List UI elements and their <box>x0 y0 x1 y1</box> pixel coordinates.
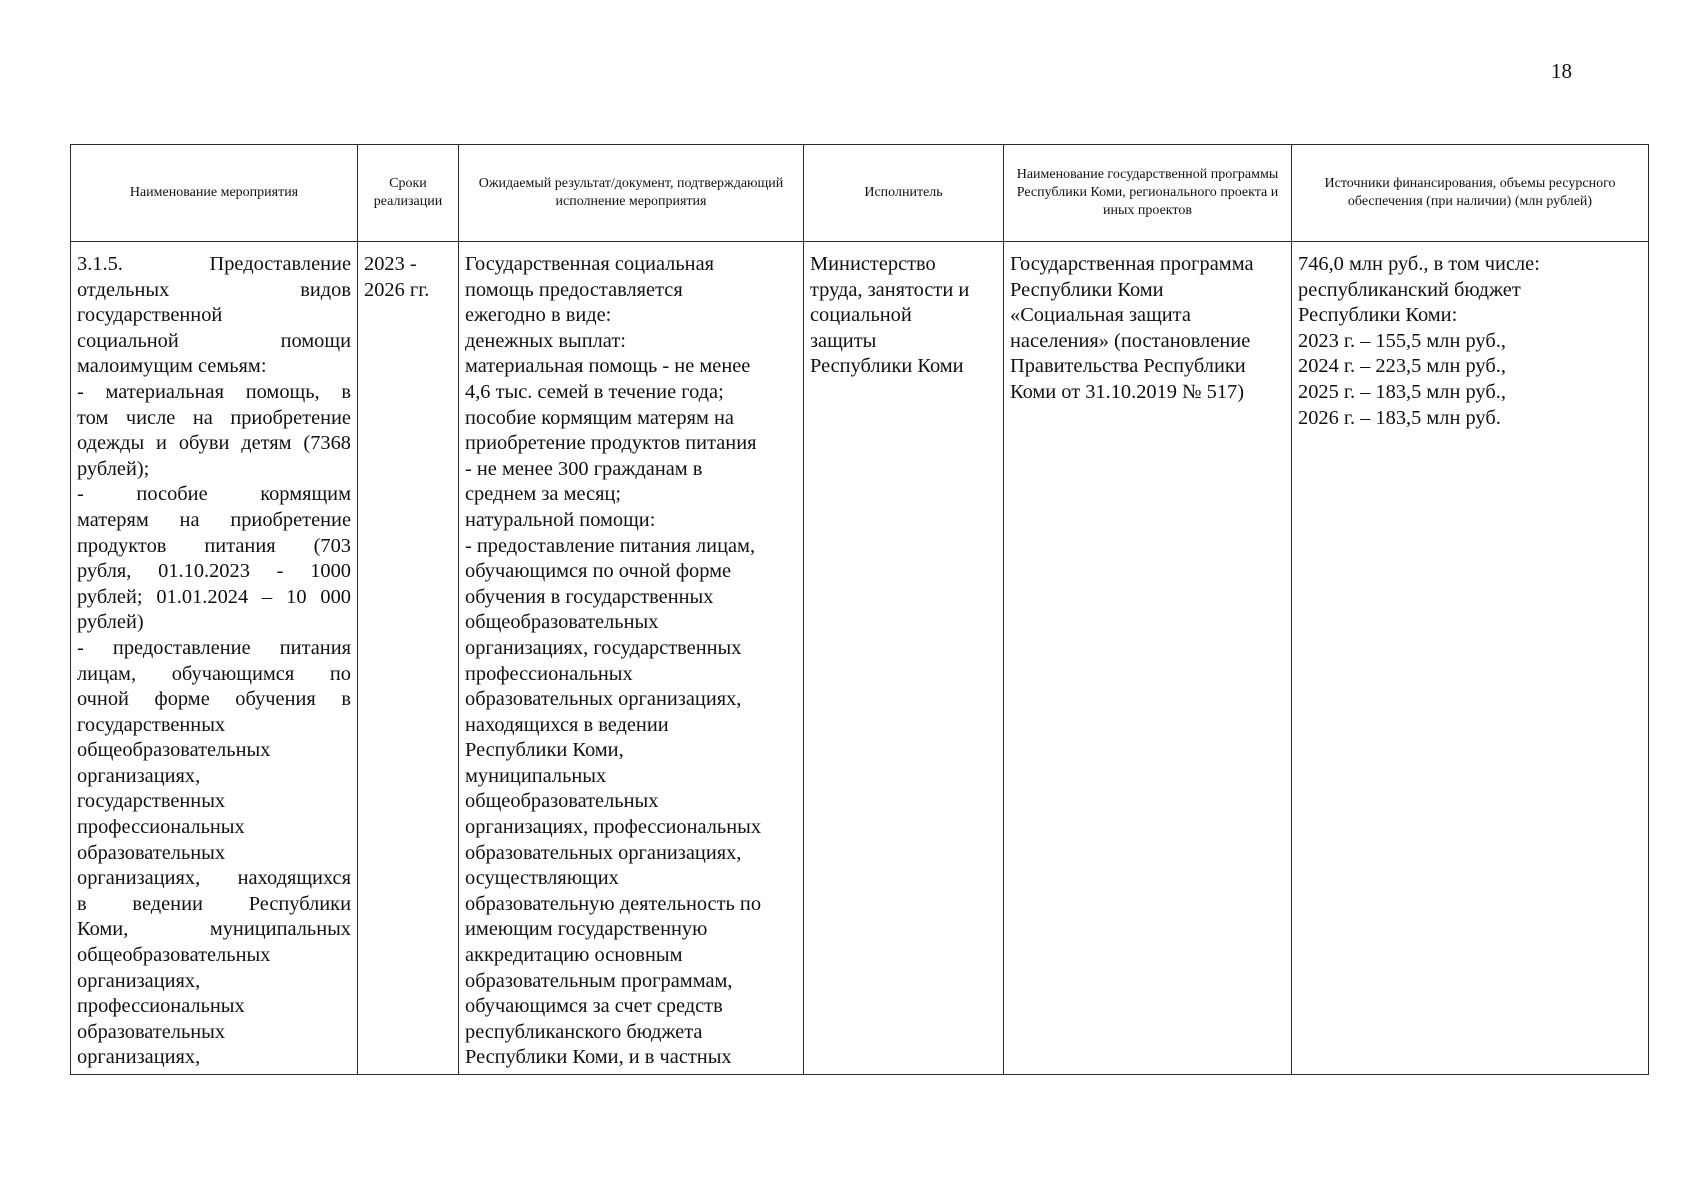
program-line: Республики Коми <box>1010 278 1164 301</box>
program-line: населения» (постановление <box>1010 329 1251 352</box>
result-line: аккредитацию основным <box>465 944 683 967</box>
period-line: 2023 - <box>364 253 417 275</box>
measure-line: - предоставление питания <box>77 636 351 659</box>
cell-program-name <box>1004 242 1292 1075</box>
header-period: Сроки реализации <box>358 145 459 242</box>
result-line: материальная помощь - не менее <box>465 355 751 378</box>
executor-line: защиты <box>810 329 877 352</box>
measure-line: государственных <box>77 713 226 736</box>
measure-line: рублей); <box>77 457 150 480</box>
program-line: Правительства Республики <box>1010 355 1246 378</box>
measure-line: рубля, 01.10.2023 - 1000 <box>77 560 351 583</box>
measure-line: продуктов питания (703 <box>77 534 351 557</box>
measure-line: организациях, находящихся <box>77 867 351 890</box>
result-line: денежных выплат: <box>465 329 626 352</box>
result-line: - предоставление питания лицам, <box>465 534 756 557</box>
measure-line: образовательных <box>77 1020 226 1043</box>
page-number: 18 <box>1551 59 1572 83</box>
cell-expected-result <box>459 242 804 1075</box>
result-line: организациях, профессиональных <box>465 816 762 839</box>
measure-line: в ведении Республики <box>77 892 351 915</box>
measure-line: - пособие кормящим <box>77 483 351 506</box>
result-line: среднем за месяц; <box>465 483 622 506</box>
result-line: натуральной помощи: <box>465 508 656 531</box>
measure-line: том числе на приобретение <box>77 406 351 429</box>
result-line: осуществляющих <box>465 867 619 890</box>
result-line: 4,6 тыс. семей в течение года; <box>465 380 724 403</box>
executor-line: труда, занятости и <box>810 278 970 301</box>
header-executor: Исполнитель <box>804 145 1004 242</box>
cell-period <box>358 242 459 1075</box>
result-line: образовательных организациях, <box>465 841 742 864</box>
table-row <box>71 242 1649 1075</box>
measure-line: - материальная помощь, в <box>77 380 351 403</box>
result-line: Государственная социальная <box>465 253 714 275</box>
header-measure-name: Наименование мероприятия <box>71 145 358 242</box>
result-line: организациях, государственных <box>465 636 742 659</box>
measure-line: рублей; 01.01.2024 – 10 000 <box>77 585 351 608</box>
measures-table <box>70 144 1649 1075</box>
result-line: находящихся в ведении <box>465 713 669 736</box>
funding-line: 2024 г. – 223,5 млн руб., <box>1298 355 1506 378</box>
program-line: Государственная программа <box>1010 253 1254 275</box>
measure-line: профессиональных <box>77 995 245 1018</box>
measure-line: образовательных <box>77 841 226 864</box>
program-line: «Социальная защита <box>1010 304 1191 327</box>
measure-line: отдельных видов <box>77 278 351 301</box>
measure-line: профессиональных <box>77 816 245 839</box>
result-line: помощь предоставляется <box>465 278 683 301</box>
measure-line: социальной помощи <box>77 329 351 352</box>
result-line: профессиональных <box>465 662 633 685</box>
measure-line: общеобразовательных <box>77 739 271 762</box>
measure-line: организациях, <box>77 969 201 992</box>
funding-line: республиканский бюджет <box>1298 278 1521 301</box>
result-line: обучающимся по очной форме <box>465 560 732 583</box>
executor-line: Республики Коми <box>810 355 964 378</box>
measure-line: 3.1.5. Предоставление <box>77 253 351 275</box>
result-line: приобретение продуктов питания <box>465 432 757 455</box>
result-line: имеющим государственную <box>465 918 708 941</box>
measure-line: лицам, обучающимся по <box>77 662 351 685</box>
result-line: образовательных организациях, <box>465 688 742 711</box>
period-line: 2026 гг. <box>364 278 430 301</box>
result-line: муниципальных <box>465 764 607 787</box>
table-header-row <box>71 145 1649 242</box>
funding-line: 2023 г. – 155,5 млн руб., <box>1298 329 1506 352</box>
cell-funding <box>1292 242 1649 1075</box>
measure-line: государственных <box>77 790 226 813</box>
funding-line: Республики Коми: <box>1298 304 1458 327</box>
cell-executor <box>804 242 1004 1075</box>
funding-line: 2025 г. – 183,5 млн руб., <box>1298 380 1506 403</box>
measure-line: матерям на приобретение <box>77 508 351 531</box>
result-line: Республики Коми, и в частных <box>465 1046 732 1069</box>
measure-line: государственной <box>77 304 223 327</box>
result-line: образовательную деятельность по <box>465 892 762 915</box>
header-funding: Источники финансирования, объемы ресурсного обеспечения (при наличии) (млн рублей) <box>1292 145 1649 242</box>
result-line: обучающимся за счет средств <box>465 995 723 1018</box>
measure-line: одежды и обуви детям (7368 <box>77 432 351 455</box>
result-line: обучения в государственных <box>465 585 714 608</box>
result-line: ежегодно в виде: <box>465 304 612 327</box>
result-line: Республики Коми, <box>465 739 624 762</box>
header-expected-result: Ожидаемый результат/документ, подтверждающий исполнение мероприятия <box>459 145 804 242</box>
cell-measure-name <box>71 242 358 1075</box>
executor-line: Министерство <box>810 253 936 275</box>
executor-line: социальной <box>810 304 912 327</box>
program-line: Коми от 31.10.2019 № 517) <box>1010 380 1245 403</box>
result-line: общеобразовательных <box>465 790 659 813</box>
result-line: общеобразовательных <box>465 611 659 634</box>
measure-line: организациях, <box>77 1046 201 1069</box>
funding-line: 746,0 млн руб., в том числе: <box>1298 253 1540 275</box>
measure-line: Коми, муниципальных <box>77 918 351 941</box>
result-line: республиканского бюджета <box>465 1020 703 1043</box>
measure-line: рублей) <box>77 611 144 634</box>
measure-line: малоимущим семьям: <box>77 355 267 378</box>
result-line: - не менее 300 гражданам в <box>465 457 703 480</box>
result-line: пособие кормящим матерям на <box>465 406 734 429</box>
measure-line: общеобразовательных <box>77 944 271 967</box>
result-line: образовательным программам, <box>465 969 733 992</box>
measure-line: очной форме обучения в <box>77 688 351 711</box>
measure-line: организациях, <box>77 764 201 787</box>
header-program-name: Наименование государственной программы Республики Коми, регионального проекта и иных проектов <box>1004 145 1292 242</box>
funding-line: 2026 г. – 183,5 млн руб. <box>1298 406 1501 429</box>
